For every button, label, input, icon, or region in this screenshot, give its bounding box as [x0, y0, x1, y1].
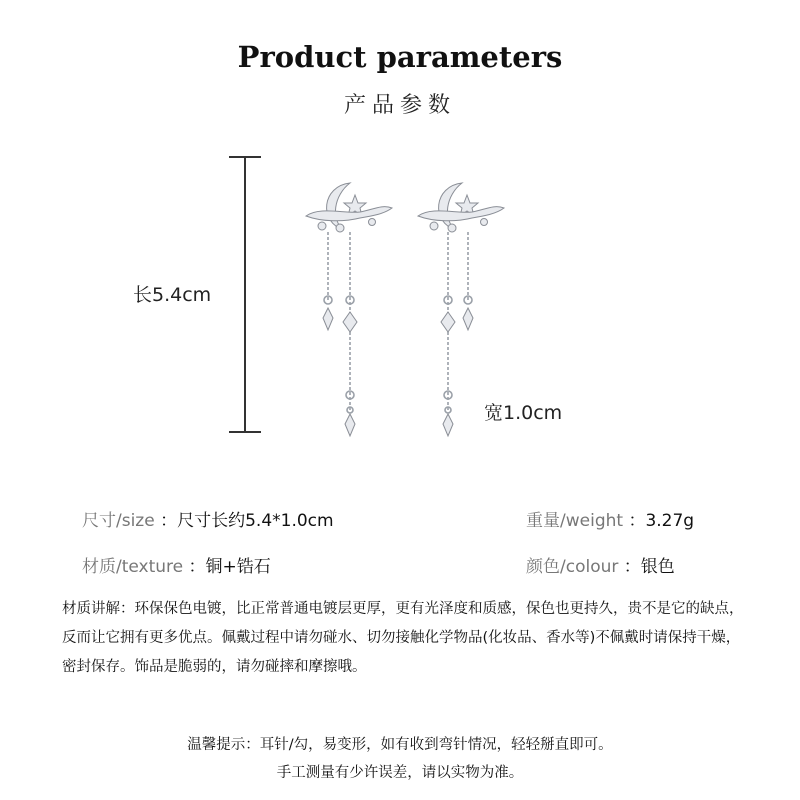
- drop-gem: [323, 308, 333, 330]
- tip-line-1: 温馨提示：耳针/勾，易变形，如有收到弯针情况，轻轻掰直即可。: [187, 737, 613, 753]
- spec-size-key: 尺寸/size: [82, 511, 155, 531]
- spec-size-value: ：尺寸长约5.4*1.0cm: [160, 511, 334, 531]
- marquise-gem: [343, 312, 357, 332]
- spec-colour: [526, 552, 675, 577]
- tip-line-2: 手工测量有少许误差，请以实物为准。: [276, 765, 524, 781]
- spec-texture-value: ：铜+锆石: [188, 557, 271, 577]
- moon-icon: [439, 183, 462, 230]
- drop-gem: [345, 414, 355, 436]
- spec-colour-value: ：银色: [623, 557, 675, 577]
- spec-weight: [526, 506, 694, 531]
- page-title: Product parameters: [237, 40, 563, 74]
- spec-weight-key: 重量/weight: [526, 511, 624, 531]
- spec-colour-key: 颜色/colour: [526, 557, 619, 577]
- material-description: 材质讲解：环保保色电镀，比正常普通电镀层更厚，更有光泽度和质感，保色也更持久，贵不是它的缺点，反而让它拥有更多优点。佩戴过程中请勿碰水、切勿接触化学物品(化妆品、香水等)不佩戴时请保持干燥，密封保存。饰品是脆弱的，请勿碰摔和摩擦哦。: [62, 601, 744, 675]
- page-subtitle: 产品参数: [343, 93, 456, 118]
- spec-texture: [82, 552, 271, 577]
- length-label: 长5.4cm: [133, 284, 212, 306]
- left-earring: [306, 183, 392, 436]
- spec-size: [82, 506, 334, 531]
- spec-texture-key: 材质/texture: [82, 557, 184, 577]
- marquise-gem: [441, 312, 455, 332]
- moon-icon: [327, 183, 350, 230]
- drop-gem: [463, 308, 473, 330]
- spec-weight-value: ：3.27g: [628, 511, 695, 531]
- width-label: 宽1.0cm: [484, 402, 563, 424]
- length-ruler: [229, 157, 261, 432]
- drop-gem: [443, 414, 453, 436]
